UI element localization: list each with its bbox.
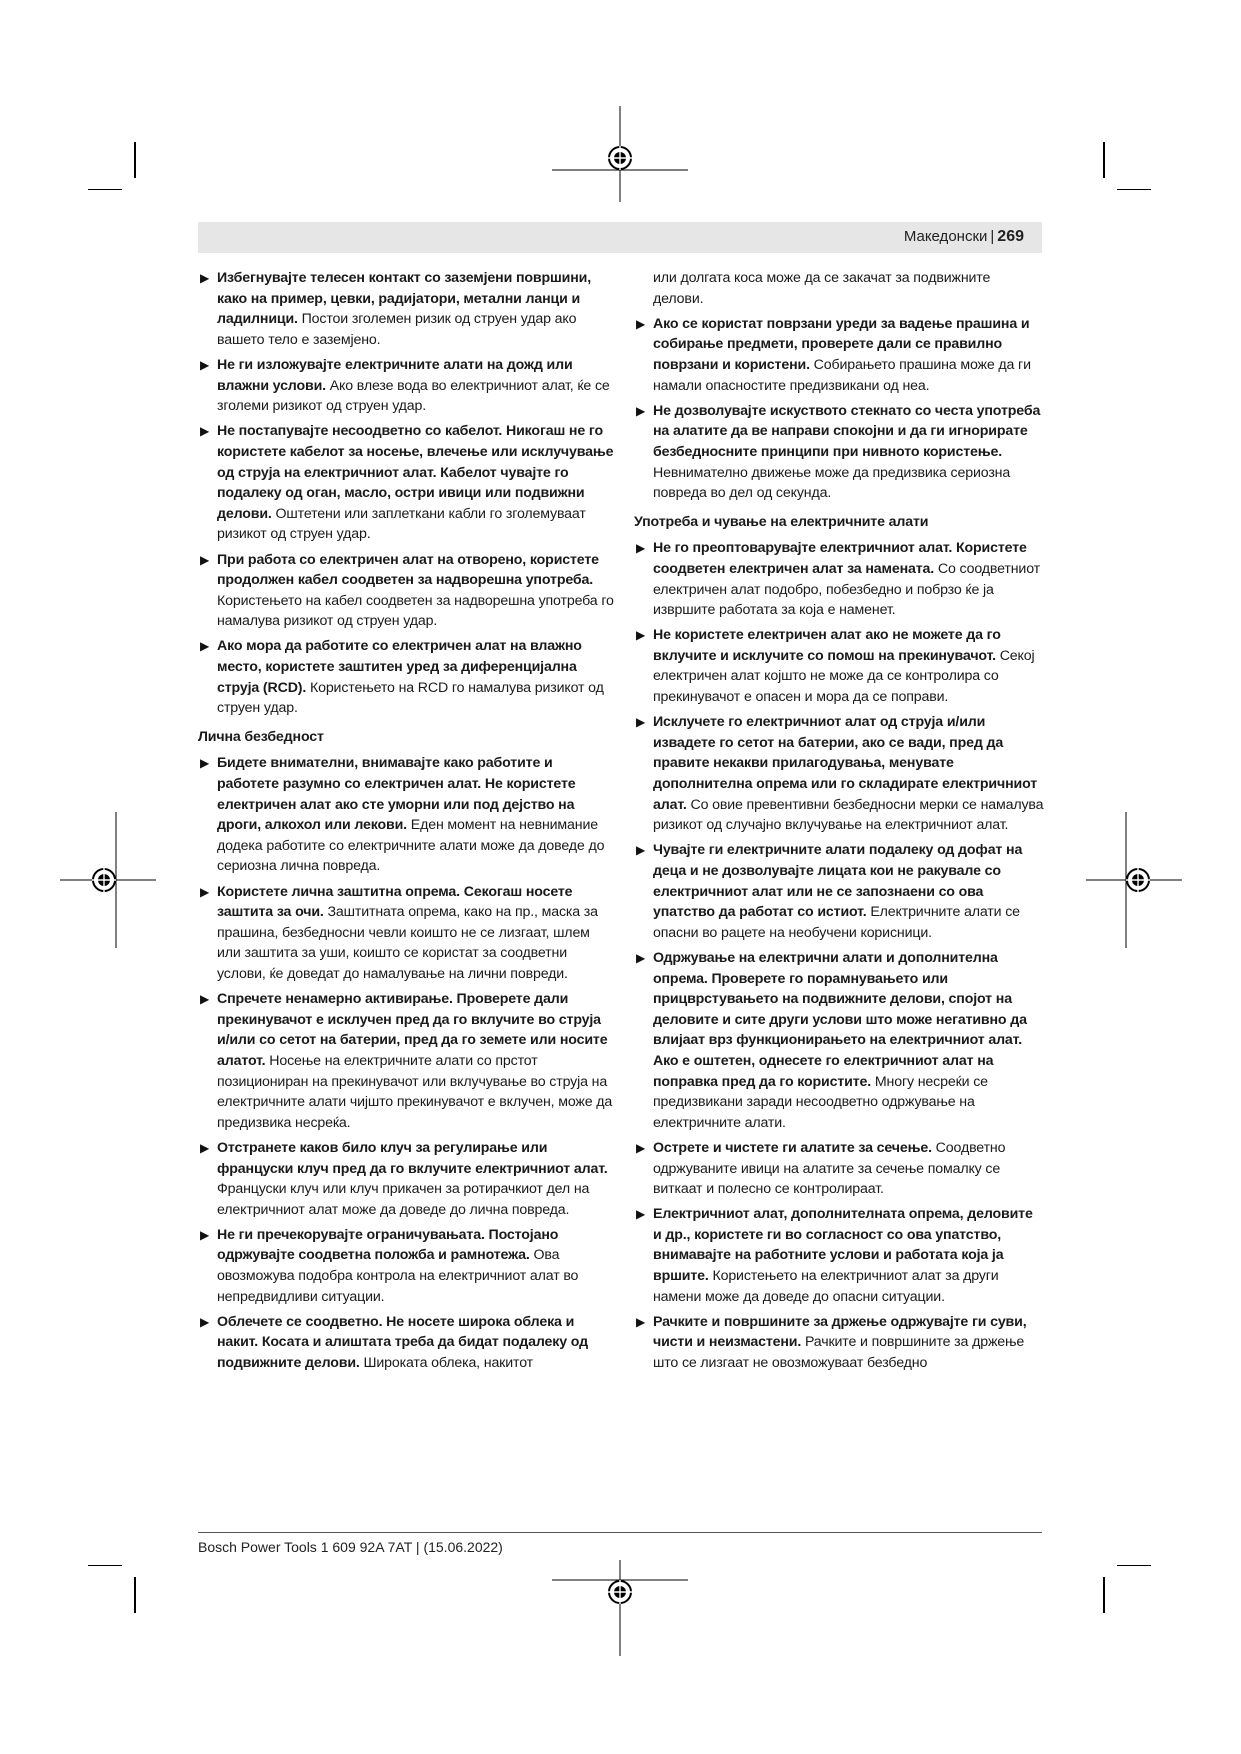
item-bold: Не ги пречекорувајте ограничувањата. Постојано одржувајте соодветна положба и рамнотежа.	[217, 1226, 559, 1264]
list-item	[198, 268, 614, 350]
registration-mark-bottom	[552, 1560, 688, 1656]
crop-mark-top-left-h	[88, 189, 122, 190]
item-text: Еден момент на невнимание додека работите со електричните алати може да доведе до сериозна лична повреда.	[217, 817, 605, 875]
crop-mark-bottom-right-v	[1103, 1577, 1105, 1613]
item-bold: Острете и чистете ги алатите за сечење.	[653, 1139, 932, 1156]
item-bold: При работа со електричен алат на отворено, користете продолжен кабел соодветен за надворешна употреба.	[217, 551, 599, 589]
item-text: Ова овозможува подобра контрола на електричниот алат во непредвидливи ситуации.	[217, 1247, 579, 1305]
item-text: Ако влезе вода во електричниот алат, ќе се зголеми ризикот од струен удар.	[217, 377, 610, 415]
list-item	[634, 538, 1044, 620]
page-footer: Bosch Power Tools 1 609 92A 7AT | (15.06.2022)	[198, 1539, 503, 1555]
list-item	[198, 1312, 614, 1374]
bullet-arrow-icon: ▶	[200, 424, 210, 439]
right-column	[634, 268, 1044, 1378]
right-items-personal-safety	[634, 314, 1044, 504]
continued-text: или долгата коса може да се закачат за подвижните делови.	[653, 270, 991, 307]
crop-mark-top-right-v	[1103, 142, 1105, 178]
bullet-arrow-icon: ▶	[636, 843, 646, 858]
bullet-arrow-icon: ▶	[200, 271, 210, 285]
right-items-tool-use	[634, 538, 1044, 1373]
header-text	[904, 228, 1024, 246]
list-item	[634, 314, 1044, 396]
item-bold: Спречете ненамерно активирање. Проверете дали прекинувачот е исклучен пред да го вклучите во струја и/или со сетот на батерии, пред да го земете или носите алатот.	[217, 991, 608, 1069]
item-bold: Не користете електричен алат ако не можете да го вклучите и исклучите со помош на прекинувачот.	[653, 627, 1001, 664]
list-item	[198, 1225, 614, 1307]
list-item	[198, 989, 614, 1133]
item-text: Оштетени или заплеткани кабли го зголемуваат ризикот од струен удар.	[217, 505, 586, 543]
item-text: Користењето на RCD го намалува ризикот од струен удар.	[217, 679, 604, 717]
item-text: Со соодветниот електричен алат подобро, побезбедно и побрзо ќе ја извршите работата за која е наменет.	[653, 560, 1040, 619]
page-number: 269	[997, 228, 1024, 245]
item-bold: Чувајте ги електричните алати подалеку од дофат на деца и не дозволувајте лицата кои не ракувале со електричниот алат или не се запознаени со ова упатство да работат со истиот.	[653, 842, 1023, 921]
item-bold: Користете лична заштитна опрема. Секогаш носете заштита за очи.	[217, 883, 573, 921]
page-header	[198, 222, 1042, 253]
footer-rule	[198, 1532, 1042, 1533]
bullet-arrow-icon: ▶	[200, 552, 210, 567]
bullet-arrow-icon: ▶	[636, 1314, 646, 1329]
list-item	[634, 1138, 1044, 1200]
item-bold: Одржување на електрични алати и дополнителна опрема. Проверете го порамнувањето или прицврстувањето на подвижните делови, спојот на деловите и сите други услови што може негативно да влијаат врз функционирањето на електричниот алат. Ако е оштетен, однесете го електричниот алат на поправка пред да го користите.	[653, 949, 1027, 1090]
bullet-arrow-icon: ▶	[636, 715, 646, 730]
item-bold: Избегнувајте телесен контакт со заземјени површини, како на пример, цевки, радијатори, метални ланци и ладилници.	[217, 270, 592, 328]
registration-mark-left	[60, 812, 156, 948]
bullet-arrow-icon: ▶	[636, 628, 646, 643]
item-bold: Ако мора да работите со електричен алат на влажно место, користете заштитен уред за диференцијална струја (RCD).	[217, 638, 582, 696]
bullet-arrow-icon: ▶	[200, 1227, 210, 1242]
item-text: Постои зголемен ризик од струен удар ако вашето тело е заземјено.	[217, 311, 577, 348]
item-text: Многу несреќи се предизвикани заради несоодветно одржување на електричните алати.	[653, 1073, 988, 1131]
bullet-arrow-icon: ▶	[636, 403, 646, 418]
item-text: Користењето на кабел соодветен за надворешна употреба го намалува ризикот од струен удар.	[217, 592, 614, 630]
bullet-arrow-icon: ▶	[200, 1314, 210, 1329]
item-text: Заштитната опрема, како на пр., маска за прашина, безбедносни чевли коишто не се лизгаат, шлем или заштита за уши, коишто се користат за соодветни услови, ќе доведат до намалување на лични повреди.	[217, 904, 598, 982]
crop-mark-bottom-left-v	[134, 1577, 136, 1613]
item-text: Француски клуч или клуч прикачен за ротирачкиот дел на електричниот алат може да доведе до лична повреда.	[217, 1181, 590, 1218]
list-item	[634, 840, 1044, 943]
item-bold: Не ги изложувајте електричните алати на дожд или влажни услови.	[217, 356, 573, 394]
item-text: Соодветно одржуваните ивици на алатите за сечење помалку се виткаат и полесно се контролираат.	[653, 1139, 1006, 1198]
item-text: Користењето на електричниот алат за други намени може да доведе до опасни ситуации.	[653, 1268, 999, 1305]
item-bold: Рачките и површините за држење одржувајте ги суви, чисти и неизмастени.	[653, 1313, 1027, 1351]
list-item	[634, 625, 1044, 707]
section-heading-tool-use: Употреба и чување на електричните алати	[634, 513, 929, 530]
item-text: Рачките и површините за држење што се лизгаат не овозможуваат безбедно	[653, 1334, 1025, 1372]
list-item	[198, 1138, 614, 1220]
item-text: Собирањето прашина може да ги намали опасностите предизвикани од неа.	[653, 356, 1031, 394]
registration-mark-right	[1086, 812, 1182, 948]
bullet-arrow-icon: ▶	[200, 639, 210, 654]
list-item	[198, 753, 614, 877]
item-bold: Не постапувајте несоодветно со кабелот. Никогаш не го користете кабелот за носење, влечење или исклучување од струја на електричниот алат. Кабелот чувајте го подалеку од оган, масло, остри ивици или подвижни делови.	[217, 423, 614, 522]
section-heading-personal-safety: Лична безбедност	[198, 728, 324, 745]
item-bold: Електричниот алат, дополнителната опрема, деловите и др., користете ги во согласност со ова упатство, внимавајте на работните услови и работата која ја вршите.	[653, 1206, 1033, 1285]
bullet-arrow-icon: ▶	[636, 541, 646, 556]
bullet-arrow-icon: ▶	[636, 1207, 646, 1222]
item-text: Со овие превентивни безбедносни мерки се намалува ризикот од случајно вклучување на електричниот алат.	[653, 796, 1044, 834]
bullet-arrow-icon: ▶	[636, 950, 646, 965]
list-item	[198, 355, 614, 417]
bullet-arrow-icon: ▶	[200, 884, 210, 899]
crop-mark-top-right-h	[1117, 189, 1151, 190]
list-item	[634, 948, 1044, 1133]
crop-mark-bottom-left-h	[88, 1565, 122, 1566]
registration-mark-top	[552, 106, 688, 202]
list-item	[634, 1204, 1044, 1307]
bullet-arrow-icon: ▶	[200, 992, 210, 1007]
bullet-arrow-icon: ▶	[200, 357, 210, 372]
item-text: Невнимателно движење може да предизвика сериозна повреда во дел од секунда.	[653, 464, 1011, 502]
bullet-arrow-icon: ▶	[200, 1140, 210, 1155]
item-text: Широката облека, накитот	[359, 1355, 533, 1372]
item-bold: Исклучете го електричниот алат од струја и/или извадете го сетот на батерии, ако се вади, пред да правите некакви прилагодувања, менувате дополнителна опрема или го складирате електричниот алат.	[653, 714, 1038, 813]
left-items-personal-safety	[198, 753, 614, 1373]
list-item	[198, 882, 614, 985]
item-bold: Облечете се соодветно. Не носете широка облека и накит. Косата и алиштата треба да бидат подалеку од подвижните делови.	[217, 1313, 588, 1372]
header-language: Македонски	[903, 228, 988, 245]
header-separator: |	[990, 228, 995, 245]
list-item	[198, 550, 614, 632]
item-bold: Не го преоптоварувајте електричниот алат. Користете соодветен електричен алат за намената.	[653, 540, 1027, 577]
item-text: Секој електричен алат којшто не може да се контролира со прекинувачот е опасен и мора да се поправи.	[653, 647, 1035, 706]
left-column	[198, 268, 614, 1378]
item-text: Носење на електричните алати со прстот позициониран на прекинувачот или вклучување во струја на електричните алати чијшто прекинувачот е вклучен, може да предизвика несреќа.	[217, 1052, 613, 1131]
item-bold: Ако се користат поврзани уреди за вадење прашина и собирање предмети, проверете дали се правилно поврзани и користени.	[653, 315, 1030, 373]
crop-mark-top-left-v	[134, 142, 136, 178]
item-text: Електричните алати се опасни во рацете на необучени корисници.	[653, 904, 1020, 941]
bullet-arrow-icon: ▶	[200, 756, 210, 771]
list-item	[198, 421, 614, 545]
list-item	[634, 1312, 1044, 1374]
item-bold: Бидете внимателни, внимавајте како работите и работете разумно со електричен алат. Не користете електричен алат ако сте уморни или под дејство на дроги, алкохол или лекови.	[217, 755, 576, 834]
list-item	[634, 401, 1044, 504]
list-item	[198, 636, 614, 718]
crop-mark-bottom-right-h	[1117, 1565, 1151, 1566]
bullet-arrow-icon: ▶	[636, 316, 646, 331]
item-bold: Не дозволувајте искуството стекнато со честа употреба на алатите да ве направи спокојни и да ги игнорирате безбедносните принципи при нивното користење.	[653, 402, 1041, 460]
bullet-arrow-icon: ▶	[636, 1140, 646, 1155]
left-items-electrical	[198, 268, 614, 719]
list-item	[634, 712, 1044, 836]
item-bold: Отстранете каков било клуч за регулирање или француски клуч пред да го вклучите електричниот алат.	[217, 1139, 608, 1177]
